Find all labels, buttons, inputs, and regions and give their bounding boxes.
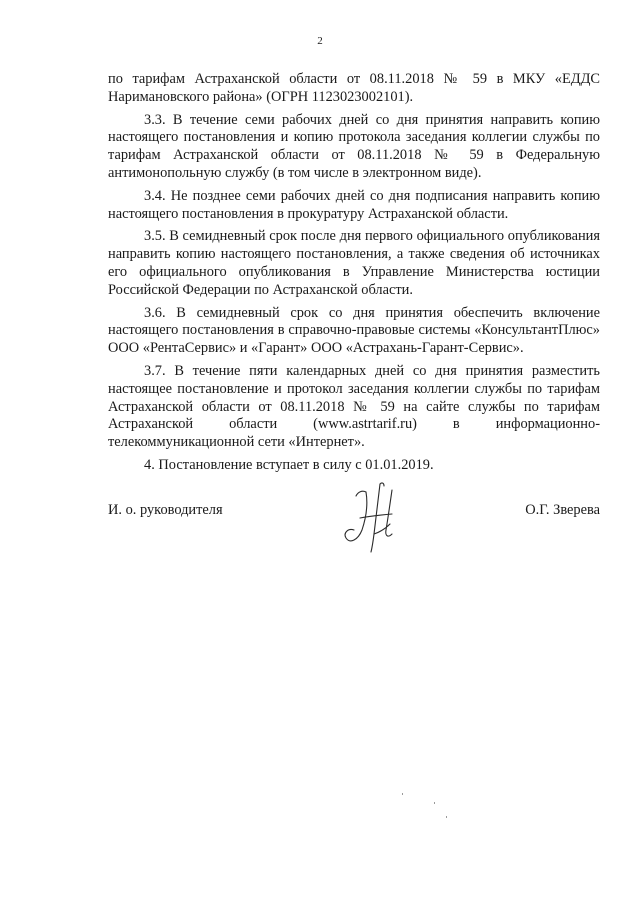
paragraph-3-4: 3.4. Не позднее семи рабочих дней со дня подписания направить копию настоящего постановления в прокуратуру Астраханской области. <box>108 187 600 222</box>
paragraph-3-7: 3.7. В течение пяти календарных дней со дня принятия разместить настоящее постановление и протокол заседания коллегии службы по тарифам Астраханской области от 08.11.2018 № 59 на сайте службы по тарифам Астраханской области (www.astrtarif.ru) в информационно-телекоммуникационной сети «Интернет». <box>108 362 600 451</box>
scan-speck <box>446 816 447 818</box>
page-number: 2 <box>317 35 323 47</box>
paragraph-3-6: 3.6. В семидневный срок со дня принятия обеспечить включение настоящего постановления в справочно-правовые системы «КонсультантПлюс» ООО «РентаСервис» и «Гарант» ООО «Астрахань-Гарант-Сервис». <box>108 304 600 357</box>
paragraph-3-3: 3.3. В течение семи рабочих дней со дня принятия направить копию настоящего постановления и копию протокола заседания коллегии службы по тарифам Астраханской области от 08.11.2018 № 59 в Федеральную антимонопольную службу (в том числе в электронном виде). <box>108 111 600 181</box>
paragraph-continuation: по тарифам Астраханской области от 08.11.2018 № 59 в МКУ «ЕДДС Наримановского района» (ОГРН 1123023002101). <box>108 71 600 105</box>
paragraph-3-5: 3.5. В семидневный срок после дня первого официального опубликования направить копию настоящего постановления, а также сведения об источниках его официального опубликования в Управление Министерства юстиции Российской Федерации по Астраханской области. <box>108 228 600 298</box>
signatory-position: И. о. руководителя <box>108 502 223 518</box>
scan-speck <box>434 802 435 804</box>
paragraph-4: 4. Постановление вступает в силу с 01.01.2019. <box>144 456 434 473</box>
scan-speck <box>402 793 403 795</box>
document-body <box>108 71 600 480</box>
signature-block <box>108 500 600 580</box>
handwritten-signature <box>336 478 416 556</box>
signatory-name: О.Г. Зверева <box>525 502 600 518</box>
